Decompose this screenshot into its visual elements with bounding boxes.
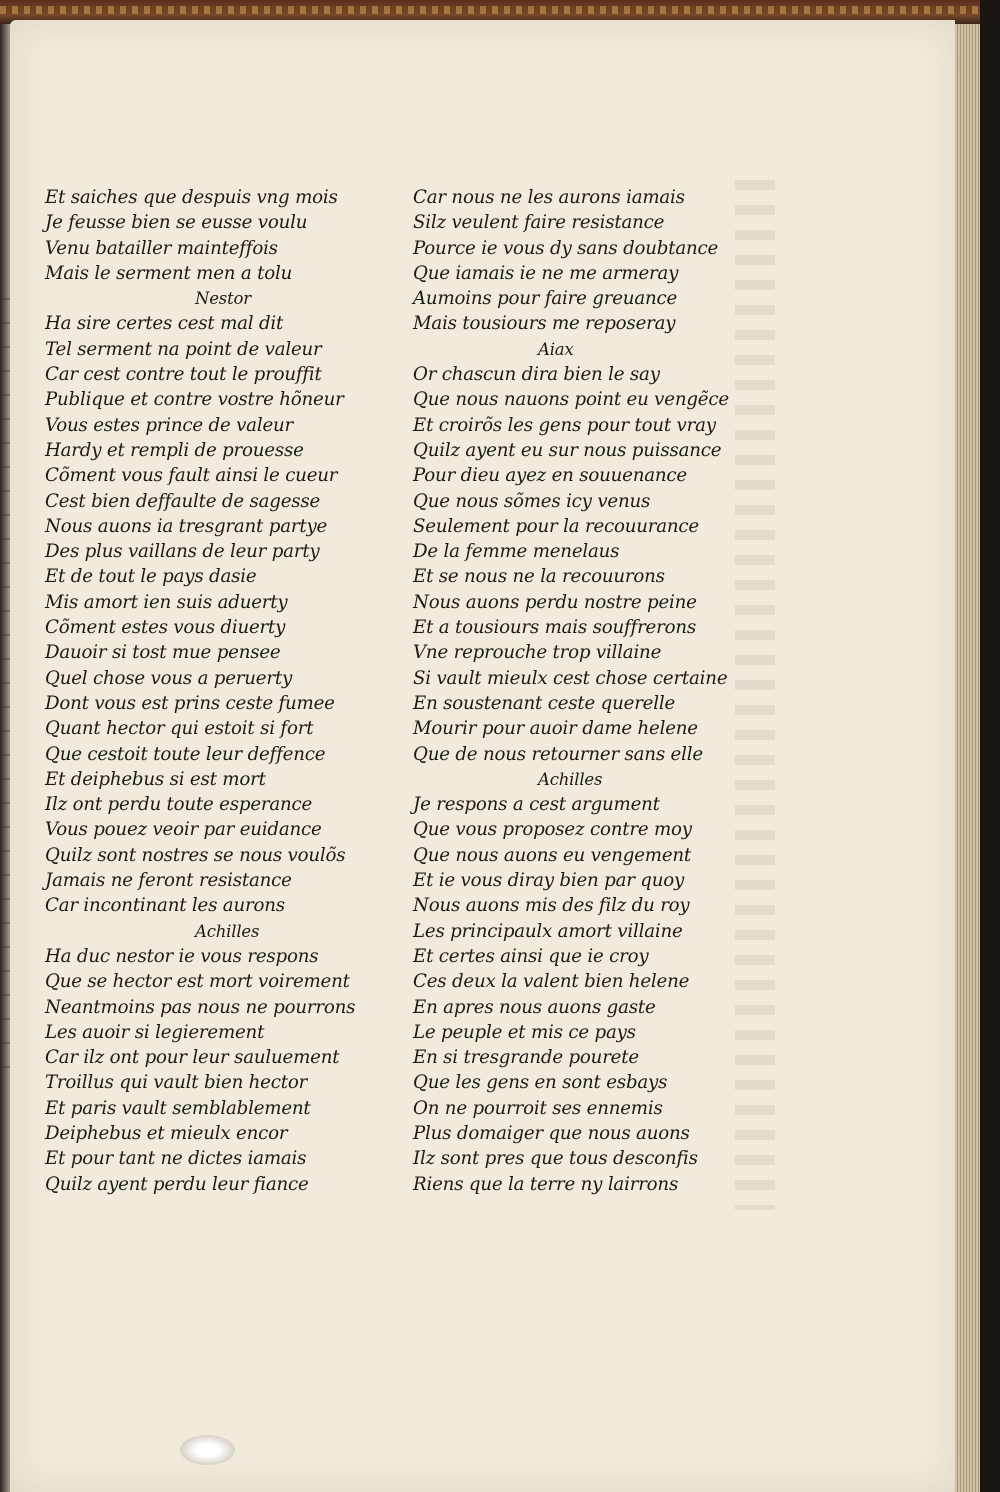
verse-line: Venu batailler mainteffois — [45, 237, 278, 259]
verse-line: De la femme menelaus — [413, 541, 620, 563]
verse-line: Quilz ayent perdu leur fiance — [45, 1173, 309, 1195]
verse-line: Que nous sõmes icy venus — [413, 490, 651, 512]
verse-line: Vne reprouche trop villaine — [413, 642, 662, 664]
verse-line: Ces deux la valent bien helene — [413, 971, 690, 993]
verse-line: Nous auons perdu nostre peine — [413, 591, 697, 613]
verse-line: Or chascun dira bien le say — [413, 364, 660, 386]
gilt-border — [0, 6, 1000, 14]
verse-line: Et se nous ne la recouurons — [413, 566, 665, 588]
verse-line: Et pour tant ne dictes iamais — [45, 1148, 307, 1170]
verse-line: Nous auons ia tresgrant partye — [45, 515, 328, 537]
verse-line: Car cest contre tout le prouffit — [45, 364, 322, 386]
verse-line: Des plus vaillans de leur party — [45, 541, 320, 563]
verse-line: Quel chose vous a peruerty — [45, 667, 293, 689]
verse-line: Mais tousiours me reposeray — [413, 313, 676, 335]
verse-line: Pource ie vous dy sans doubtance — [413, 237, 719, 259]
verse-line: Et certes ainsi que ie croy — [413, 945, 649, 967]
verse-line: Ha duc nestor ie vous respons — [45, 945, 319, 967]
verse-line: Mais le serment men a tolu — [45, 262, 293, 284]
verse-line: Dont vous est prins ceste fumee — [45, 692, 335, 714]
speaker-name: Nestor — [195, 289, 251, 309]
verse-line: Deiphebus et mieulx encor — [45, 1122, 288, 1144]
verse-line: En apres nous auons gaste — [413, 996, 656, 1018]
verse-line: Je feusse bien se eusse voulu — [45, 212, 308, 234]
verse-line: Hardy et rempli de prouesse — [45, 439, 304, 461]
speaker-name: Achilles — [195, 921, 260, 941]
verse-line: Le peuple et mis ce pays — [413, 1021, 636, 1043]
verse-line: Car ilz ont pour leur sauluement — [45, 1047, 340, 1069]
verse-line: En soustenant ceste querelle — [413, 692, 676, 714]
verse-line: Aumoins pour faire greuance — [413, 288, 678, 310]
verse-line: Que iamais ie ne me armeray — [413, 262, 679, 284]
verse-line: Nous auons mis des filz du roy — [413, 895, 690, 917]
left-text-column — [45, 185, 355, 1197]
verse-line: Cest bien deffaulte de sagesse — [45, 490, 321, 512]
binding-edge — [980, 0, 1000, 1492]
verse-line: Ilz sont pres que tous desconfis — [413, 1148, 698, 1170]
verse-line: On ne pourroit ses ennemis — [413, 1097, 663, 1119]
page-block-edge — [955, 24, 980, 1492]
verse-line: Que vous proposez contre moy — [413, 819, 692, 841]
verse-line: Mourir pour auoir dame helene — [413, 718, 698, 740]
right-text-column — [413, 185, 729, 1197]
verse-line: Silz veulent faire resistance — [413, 212, 665, 234]
speaker-name: Achilles — [538, 769, 603, 789]
verse-line: Que nous nauons point eu vengẽce — [413, 389, 729, 411]
verse-line: Et saiches que despuis vng mois — [45, 187, 338, 208]
verse-line: Que nous auons eu vengement — [413, 844, 692, 866]
page-stain — [180, 1435, 235, 1465]
verse-line: Que les gens en sont esbays — [413, 1072, 668, 1094]
verse-line: Car incontinant les aurons — [45, 895, 285, 917]
verse-line: Ha sire certes cest mal dit — [45, 313, 284, 335]
verse-line: Seulement pour la recouurance — [413, 515, 699, 537]
verse-line: Les principaulx amort villaine — [413, 920, 683, 942]
verse-line: Mis amort ien suis aduerty — [45, 591, 288, 613]
show-through-text — [735, 180, 775, 1210]
verse-line: Neantmoins pas nous ne pourrons — [45, 996, 356, 1018]
verse-line: Et croirõs les gens pour tout vray — [413, 414, 716, 436]
verse-line: Jamais ne feront resistance — [45, 870, 292, 892]
verse-line: Car nous ne les aurons iamais — [413, 187, 685, 208]
verse-line: Ilz ont perdu toute esperance — [45, 794, 313, 816]
verse-line: Quilz sont nostres se nous voulõs — [45, 844, 346, 866]
verse-line: Pour dieu ayez en souuenance — [413, 465, 687, 487]
verse-line: Et ie vous diray bien par quoy — [413, 870, 685, 892]
verse-line: Et de tout le pays dasie — [45, 566, 257, 588]
verse-line: Cõment estes vous diuerty — [45, 617, 286, 639]
verse-line: Vous pouez veoir par euidance — [45, 819, 322, 841]
verse-line: Plus domaiger que nous auons — [413, 1122, 690, 1144]
verse-line: Cõment vous fault ainsi le cueur — [45, 465, 338, 487]
speaker-name: Aiax — [538, 339, 574, 359]
verse-line: Si vault mieulx cest chose certaine — [413, 667, 728, 689]
verse-line: Les auoir si legierement — [45, 1021, 265, 1043]
verse-line: Troillus qui vault bien hector — [45, 1072, 308, 1094]
verse-line: Riens que la terre ny lairrons — [413, 1173, 679, 1195]
verse-line: Quant hector qui estoit si fort — [45, 718, 314, 740]
verse-line: Et paris vault semblablement — [45, 1097, 311, 1119]
verse-line: Vous estes prince de valeur — [45, 414, 294, 436]
verse-line: Que cestoit toute leur deffence — [45, 743, 326, 765]
verse-line: Tel serment na point de valeur — [45, 338, 322, 360]
verse-line: Je respons a cest argument — [413, 794, 660, 816]
verse-line: Et a tousiours mais souffrerons — [413, 617, 697, 639]
verse-line: Dauoir si tost mue pensee — [45, 642, 281, 664]
verse-line: Publique et contre vostre hõneur — [45, 389, 344, 411]
verse-line: En si tresgrande pourete — [413, 1047, 639, 1069]
verse-line: Et deiphebus si est mort — [45, 768, 266, 790]
verse-line: Quilz ayent eu sur nous puissance — [413, 439, 722, 461]
verse-line: Que de nous retourner sans elle — [413, 743, 703, 765]
verse-line: Que se hector est mort voirement — [45, 971, 350, 993]
